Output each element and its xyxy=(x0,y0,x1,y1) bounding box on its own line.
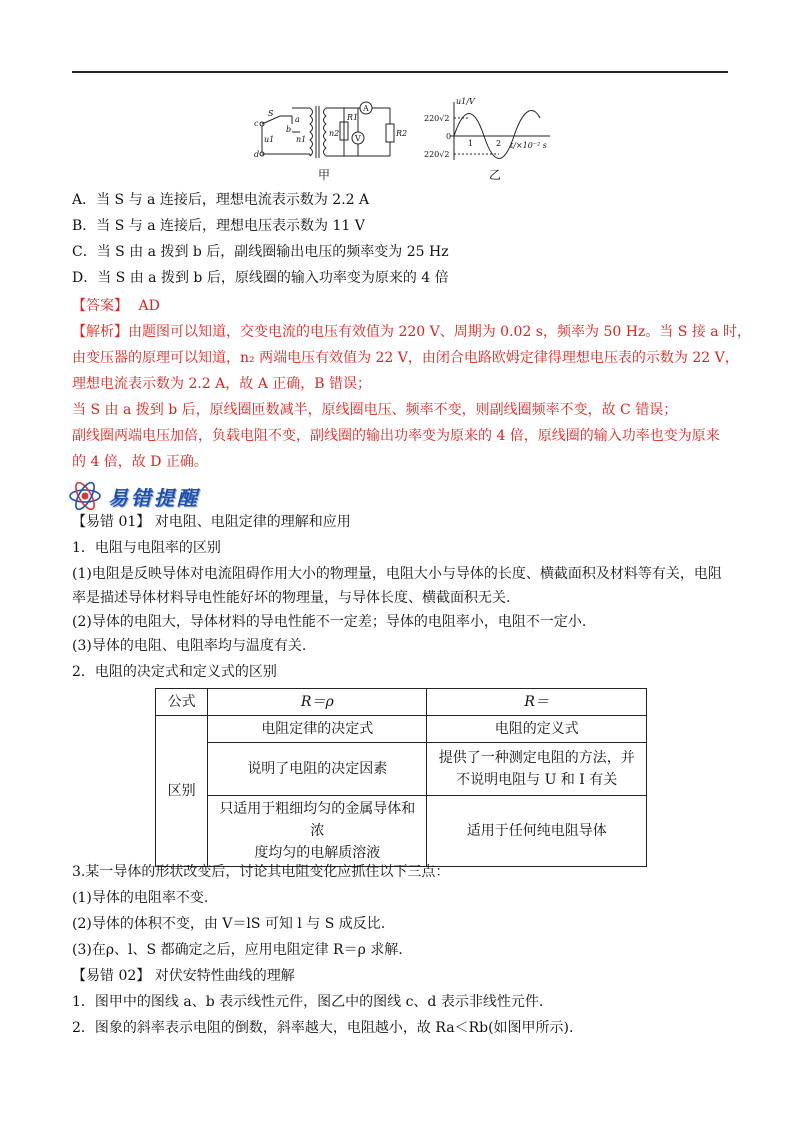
graph-y-axis-label: u1/V xyxy=(456,97,475,106)
section1-heading: 【易错 01】 对电阻、电阻定律的理解和应用 xyxy=(72,514,351,530)
answer xyxy=(72,296,160,316)
table-cell: 只适用于粗细均匀的金属导体和浓 度均匀的电解质溶液 xyxy=(208,796,427,867)
section1-p2: (2)导体的电阻大，导体材料的导电性能不一定差；导体的电阻率小，电阻不一定小. xyxy=(72,614,587,630)
label-d: d xyxy=(254,150,260,159)
figure-caption-left: 甲 xyxy=(318,168,331,182)
section2-heading: 【易错 02】 对伏安特性曲线的理解 xyxy=(72,968,295,984)
label-n2: n2 xyxy=(329,129,340,138)
graph-y-max-label: 220√2 xyxy=(424,114,450,123)
figure-caption-right: 乙 xyxy=(489,168,502,182)
table-row-label: 区别 xyxy=(156,716,208,867)
table-cell: 提供了一种测定电阻的方法，并 不说明电阻与 U 和 I 有关 xyxy=(427,743,647,796)
section1-p3: (3)导体的电阻、电阻率均与温度有关. xyxy=(72,638,307,654)
label-R2: R2 xyxy=(396,129,408,138)
answer-value: AD xyxy=(138,298,160,314)
label-S: S xyxy=(268,109,274,118)
atom-icon xyxy=(68,481,102,511)
section3-head: 3.某一导体的形状改变后，讨论其电阻变化应抓住以下三点： xyxy=(72,864,450,880)
section2-p1: 1．图甲中的图线 a、b 表示线性元件，图乙中的图线 c、d 表示非线性元件. xyxy=(72,994,544,1010)
analysis-line-4: 当 S 由 a 拨到 b 后，原线圈匝数减半，原线圈电压、频率不变，则副线圈频率不变，故 C 错误； xyxy=(72,402,678,418)
section3-p3: (3)在ρ、l、S 都确定之后，应用电阻定律 R＝ρ 求解. xyxy=(72,942,403,958)
option-a: A．当 S 与 a 连接后，理想电流表示数为 2.2 A xyxy=(72,192,370,208)
section1-p1b: 率是描述导体材料导电性能好坏的物理量，与导体长度、横截面积无关. xyxy=(72,590,511,606)
graph-y-min-label: 220√2 xyxy=(424,150,450,159)
section2-p2: 2．图象的斜率表示电阻的倒数，斜率越大，电阻越小，故 Ra＜Rb(如图甲所示). xyxy=(72,1020,574,1036)
circuit-diagram xyxy=(260,102,394,158)
analysis-line-1: 【解析】由题图可以知道，交变电流的电压有效值为 220 V、周期为 0.02 s，频率为 50 Hz。当 S 接 a 时， xyxy=(72,324,752,340)
label-b: b xyxy=(286,125,292,134)
table-header-col2: R＝ xyxy=(427,689,647,716)
table-cell: 电阻的定义式 xyxy=(427,716,647,743)
banner-title: 易错提醒 xyxy=(108,485,200,510)
label-u1: u1 xyxy=(264,135,275,144)
table-header-formula: 公式 xyxy=(156,689,208,716)
tips-banner xyxy=(68,480,200,512)
header-rule xyxy=(72,71,728,73)
voltage-graph xyxy=(450,102,550,160)
graph-tick-1: 1 xyxy=(468,139,474,148)
table-cell: 说明了电阻的决定因素 xyxy=(208,743,427,796)
analysis-line-3: 理想电流表示数为 2.2 A，故 A 正确，B 错误； xyxy=(72,376,372,392)
option-c: C．当 S 由 a 拨到 b 后，副线圈输出电压的频率变为 25 Hz xyxy=(72,244,449,260)
section1-sub2: 2．电阻的决定式和定义式的区别 xyxy=(72,664,277,680)
label-c: c xyxy=(254,119,259,128)
ammeter-label: A xyxy=(363,104,369,113)
option-d: D．当 S 由 a 拨到 b 后，原线圈的输入功率变为原来的 4 倍 xyxy=(72,270,449,286)
section3-p2: (2)导体的体积不变，由 V＝lS 可知 l 与 S 成反比. xyxy=(72,916,386,932)
table-cell: 电阻定律的决定式 xyxy=(208,716,427,743)
graph-zero-label: 0 xyxy=(446,132,452,141)
section1-p1a: (1)电阻是反映导体对电流阻碍作用大小的物理量，电阻大小与导体的长度、横截面积及材料等有关，电阻 xyxy=(72,566,722,582)
answer-label: 【答案】 xyxy=(72,298,128,314)
analysis-line-2: 由变压器的原理可以知道，n₂ 两端电压有效值为 22 V，由闭合电路欧姆定律得理想电压表的示数为 22 V， xyxy=(72,350,739,366)
problem-figure xyxy=(240,96,580,186)
voltmeter-label: V xyxy=(355,134,361,143)
section1-sub1: 1．电阻与电阻率的区别 xyxy=(72,540,221,556)
option-b: B．当 S 与 a 连接后，理想电压表示数为 11 V xyxy=(72,218,365,234)
resistance-formula-table xyxy=(155,688,647,867)
label-n1: n1 xyxy=(296,135,307,144)
analysis-line-6: 的 4 倍，故 D 正确。 xyxy=(72,454,208,470)
table-cell: 适用于任何纯电阻导体 xyxy=(427,796,647,867)
label-a: a xyxy=(295,115,300,124)
section3-p1: (1)导体的电阻率不变. xyxy=(72,890,209,906)
table-header-col1: R＝ρ xyxy=(208,689,427,716)
analysis-line-5: 副线圈两端电压加倍，负载电阻不变，副线圈的输出功率变为原来的 4 倍，原线圈的输入功率也变为原来 xyxy=(72,428,720,444)
graph-x-axis-label: t/×10⁻² s xyxy=(510,141,547,150)
graph-tick-2: 2 xyxy=(496,139,502,148)
label-R1: R1 xyxy=(347,113,359,122)
